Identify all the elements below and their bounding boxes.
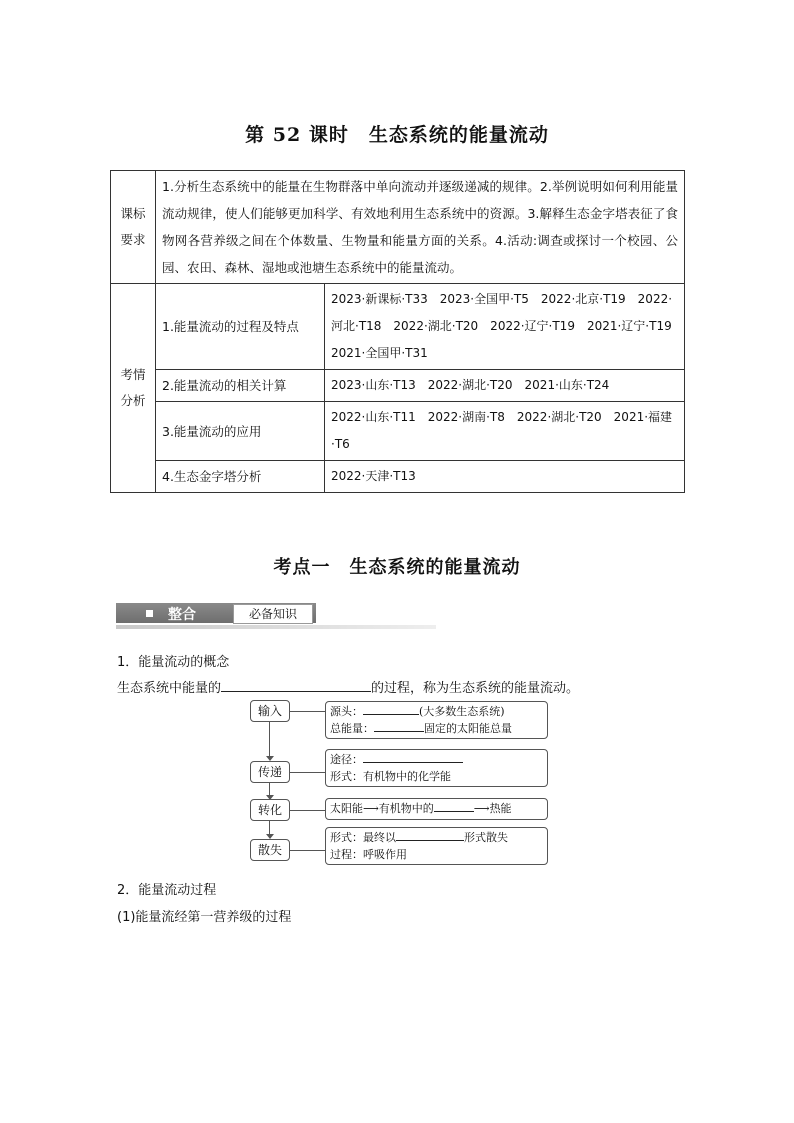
input-detail-box: 源头： (大多数生态系统) 总能量： 固定的太阳能总量 — [325, 701, 548, 739]
banner-underline — [116, 625, 436, 629]
fill-blank[interactable] — [221, 678, 371, 692]
analysis-topic: 2.能量流动的相关计算 — [156, 370, 325, 402]
item2-heading: 2．能量流动过程 — [117, 883, 217, 898]
section-banner — [116, 603, 436, 631]
fill-blank[interactable] — [396, 829, 464, 841]
node-loss: 散失 — [250, 839, 290, 861]
arrow-right-icon: ⟶ — [363, 802, 379, 815]
node-input: 输入 — [250, 700, 290, 722]
banner-tag: 必备知识 — [233, 604, 313, 624]
requirements-table — [110, 170, 685, 493]
analysis-row — [111, 461, 685, 493]
connector-line — [290, 711, 325, 712]
loss-detail-box: 形式：最终以 形式散失 过程：呼吸作用 — [325, 827, 548, 865]
connector-line — [290, 810, 325, 811]
item2-subheading: (1)能量流经第一营养级的过程 — [117, 910, 292, 925]
square-icon — [146, 610, 153, 617]
analysis-sources: 2022·天津·T13 — [325, 461, 685, 493]
connector-line — [290, 772, 325, 773]
requirements-text: 1.分析生态系统中的能量在生物群落中单向流动并逐级递减的规律。2.举例说明如何利用能量流动规律，使人们能够更加科学、有效地利用生态系统中的资源。3.解释生态金字塔表征了食物网各营养级之间在个体数量、生物量和能量方面的关系。4.活动:调查或探讨一个校园、公园、农田、森林、湿地或池塘生态系统中的能量流动。 — [156, 171, 685, 284]
connector-line — [269, 783, 270, 795]
analysis-row — [111, 402, 685, 461]
energy-flow-diagram — [250, 700, 550, 870]
banner-main-label: 整合 — [168, 607, 196, 623]
fill-blank[interactable] — [374, 720, 424, 732]
connector-line — [269, 722, 270, 756]
node-convert: 转化 — [250, 799, 290, 821]
fill-blank[interactable] — [363, 751, 463, 763]
analysis-sources: 2023·山东·T13 2022·湖北·T20 2021·山东·T24 — [325, 370, 685, 402]
analysis-row — [111, 284, 685, 370]
item1-sentence: 生态系统中能量的 的过程，称为生态系统的能量流动。 — [117, 677, 579, 696]
connector-line — [290, 850, 325, 851]
arrow-right-icon: ⟶ — [473, 802, 490, 815]
analysis-topic: 1.能量流动的过程及特点 — [156, 284, 325, 370]
section-title: 考点一 生态系统的能量流动 — [273, 557, 521, 578]
convert-detail-box: 太阳能⟶有机物中的 ⟶热能 — [325, 798, 548, 820]
analysis-row — [111, 370, 685, 402]
analysis-topic: 4.生态金字塔分析 — [156, 461, 325, 493]
item1-heading: 1．能量流动的概念 — [117, 655, 230, 670]
requirements-label: 课标 要求 — [111, 171, 156, 284]
analysis-sources: 2023·新课标·T33 2023·全国甲·T5 2022·北京·T19 2022·河北·T18 2022·湖北·T20 2022·辽宁·T19 2021·辽宁·T19 2021·全国甲·T31 — [325, 284, 685, 370]
analysis-sources: 2022·山东·T11 2022·湖南·T8 2022·湖北·T20 2021·福建·T6 — [325, 402, 685, 461]
analysis-label: 考情 分析 — [111, 284, 156, 493]
analysis-topic: 3.能量流动的应用 — [156, 402, 325, 461]
transfer-detail-box: 途径： 形式：有机物中的化学能 — [325, 749, 548, 787]
requirements-row — [111, 171, 685, 284]
fill-blank[interactable] — [434, 800, 474, 812]
page-title: 第 52 课时 生态系统的能量流动 — [245, 124, 549, 146]
node-transfer: 传递 — [250, 761, 290, 783]
connector-line — [269, 821, 270, 834]
fill-blank[interactable] — [363, 703, 419, 715]
